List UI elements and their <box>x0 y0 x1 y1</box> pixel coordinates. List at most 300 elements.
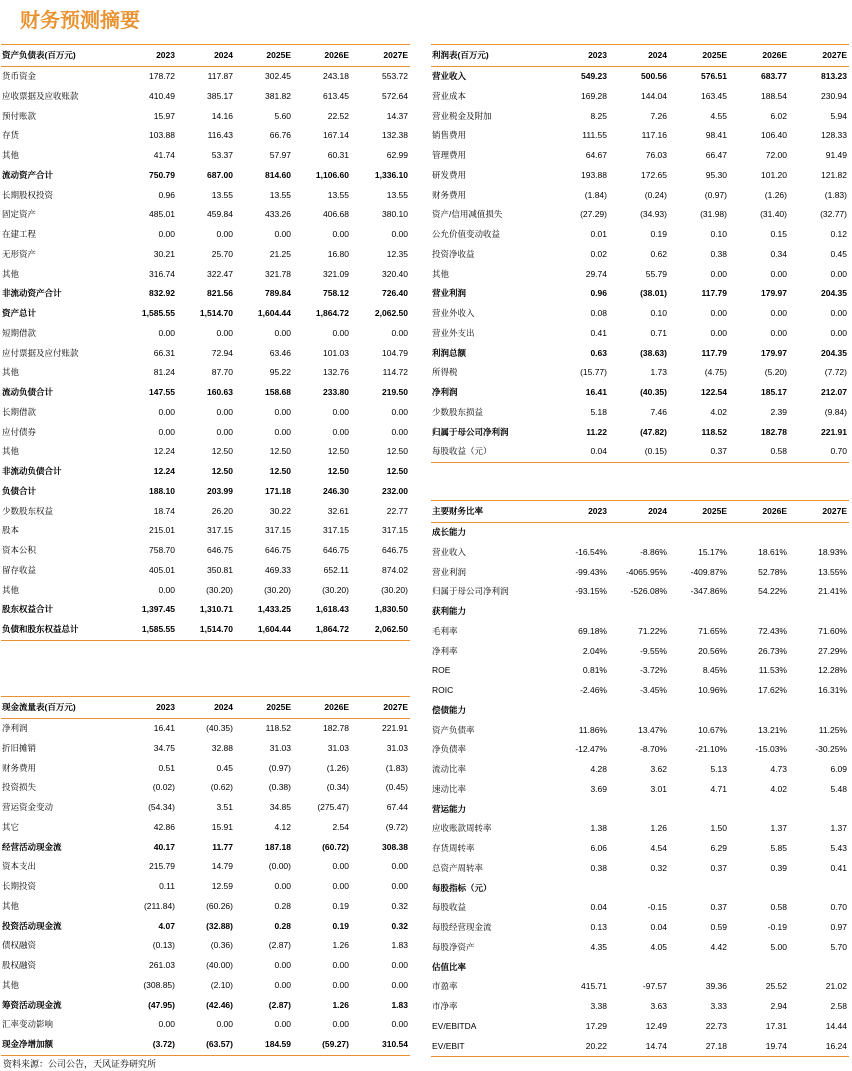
cell-value <box>789 523 849 543</box>
cell-value: 52.78% <box>758 566 787 577</box>
row-label: 营业收入 <box>432 546 467 557</box>
column-header: 2023 <box>119 697 177 719</box>
table-row <box>431 146 849 166</box>
row-label: 流动比率 <box>432 764 467 774</box>
cell-value: 1,433.25 <box>257 604 291 615</box>
cell-value: 233.80 <box>323 387 349 397</box>
cell-value: 0.00 <box>710 268 727 279</box>
cell-value: 12.50 <box>327 446 349 457</box>
cell-value: 0.45 <box>216 762 233 773</box>
row-label: 利润总额 <box>432 347 467 358</box>
financial-ratios-table <box>431 500 849 1057</box>
cell-value: -8.70% <box>640 744 667 755</box>
table-row <box>431 819 849 839</box>
cell-value: (59.27) <box>293 1035 351 1055</box>
cell-value: 1.37 <box>770 823 787 834</box>
cell-value: 60.31 <box>327 150 349 160</box>
table-row <box>1 126 410 146</box>
cell-value <box>789 701 849 721</box>
row-label: ROE <box>432 665 451 676</box>
cell-value: 2,062.50 <box>351 620 410 640</box>
cell-value: -16.54% <box>575 546 607 557</box>
row-label: 应收账款周转率 <box>432 823 492 834</box>
cell-value: (40.00) <box>206 960 233 970</box>
row-label: 短期借款 <box>2 327 37 338</box>
cell-value <box>609 958 669 978</box>
table-row <box>1 778 410 798</box>
row-label: 其他 <box>2 268 20 279</box>
cell-value: 15.17% <box>698 546 727 557</box>
cell-value: 16.24 <box>789 1037 849 1057</box>
row-label: 其他 <box>2 367 20 378</box>
cell-value: 21.02 <box>825 981 847 992</box>
cell-value: 0.00 <box>274 979 291 990</box>
table-row <box>1 324 410 344</box>
table-row <box>431 383 849 403</box>
cell-value: 789.84 <box>265 288 291 299</box>
table-row <box>1 759 410 779</box>
cell-value: (34.93) <box>640 209 667 220</box>
cell-value: 10.67% <box>698 724 727 735</box>
cell-value: 11.25% <box>818 724 847 735</box>
table-row <box>431 997 849 1017</box>
cell-value: 30.21 <box>153 248 175 259</box>
cell-value: 13.55 <box>386 189 408 200</box>
row-label: 投资损失 <box>2 782 37 793</box>
cell-value: 1,604.44 <box>257 308 291 318</box>
cell-value: 0.96 <box>590 288 607 299</box>
cell-value: 171.18 <box>265 485 291 496</box>
cell-value: 17.62% <box>758 685 787 695</box>
row-label: 应付票据及应付账款 <box>2 347 79 358</box>
cell-value: 0.62 <box>650 248 667 259</box>
cell-value: 0.00 <box>391 861 408 872</box>
cell-value <box>669 958 729 978</box>
cell-value: 221.91 <box>821 426 847 437</box>
cell-value: 54.22% <box>758 586 787 597</box>
cell-value <box>669 879 729 899</box>
cell-value: 758.12 <box>323 288 349 299</box>
cell-value <box>729 879 789 899</box>
cell-value: 0.04 <box>650 922 667 932</box>
cell-value: 72.00 <box>765 150 787 160</box>
row-label: 现金净增加额 <box>1 1035 119 1055</box>
column-header: 2025E <box>235 45 293 67</box>
table-row <box>431 107 849 127</box>
table-row <box>1 304 410 324</box>
row-label: 净利润 <box>432 387 458 397</box>
cell-value: 215.79 <box>149 861 175 872</box>
cell-value: 1,585.55 <box>119 620 177 640</box>
cell-value: 433.26 <box>265 209 291 220</box>
column-header: 2027E <box>351 697 410 719</box>
table-row <box>431 523 849 543</box>
cell-value: 1,514.70 <box>177 620 235 640</box>
cell-value: 0.37 <box>669 442 729 462</box>
cell-value: 485.01 <box>149 209 175 220</box>
table-row <box>1 917 410 937</box>
table-title: 现金流量表(百万元) <box>1 697 119 719</box>
cell-value: 317.15 <box>207 525 233 536</box>
row-label: 少数股东权益 <box>2 505 54 516</box>
cell-value: (31.98) <box>700 209 727 220</box>
table-row <box>1 996 410 1016</box>
cell-value: 2.54 <box>332 821 349 832</box>
cell-value: 261.03 <box>149 960 175 970</box>
cell-value: (9.72) <box>385 821 408 832</box>
table-row <box>1 166 410 186</box>
row-label: 存货 <box>2 130 20 141</box>
column-header: 2026E <box>729 501 789 523</box>
cell-value: (0.02) <box>152 782 175 793</box>
cell-value: 0.00 <box>274 881 291 891</box>
cell-value: 308.38 <box>382 841 408 852</box>
cell-value: 6.02 <box>770 110 787 121</box>
cell-value: (1.83) <box>824 189 847 200</box>
cell-value: 0.00 <box>710 308 727 318</box>
cell-value <box>549 958 609 978</box>
table-row <box>431 442 849 462</box>
cell-value: 13.47% <box>638 724 667 735</box>
cell-value: 67.44 <box>386 802 408 812</box>
cell-value: 0.45 <box>830 248 847 259</box>
table-header-row <box>431 501 849 523</box>
cell-value: 132.38 <box>382 130 408 141</box>
cell-value: 27.29% <box>818 645 847 656</box>
cell-value: 0.63 <box>590 347 607 358</box>
cell-value: 10.96% <box>698 685 727 695</box>
cell-value: (1.83) <box>385 762 408 773</box>
table-row <box>431 87 849 107</box>
cell-value: 0.37 <box>710 902 727 913</box>
cell-value: 4.02 <box>710 406 727 417</box>
row-label: 营业成本 <box>432 90 467 101</box>
cell-value: -9.55% <box>640 645 667 656</box>
row-label: 在建工程 <box>2 229 37 239</box>
cell-value <box>789 800 849 820</box>
cell-value: 687.00 <box>207 169 233 180</box>
cell-value: 0.00 <box>274 426 291 437</box>
cell-value: 184.59 <box>235 1035 293 1055</box>
row-label: 预付账款 <box>2 110 37 121</box>
page-title: 财务预测摘要 <box>20 8 140 32</box>
cell-value <box>729 602 789 622</box>
cell-value: 172.65 <box>641 169 667 180</box>
cell-value: 321.78 <box>265 268 291 279</box>
cell-value: 188.10 <box>149 485 175 496</box>
cell-value: 221.91 <box>382 723 408 733</box>
table-row <box>431 681 849 701</box>
table-row <box>431 938 849 958</box>
cell-value: 0.97 <box>830 922 847 932</box>
row-label: 非流动负债合计 <box>2 466 62 476</box>
cell-value: 12.28% <box>818 665 847 676</box>
cell-value: 128.33 <box>821 130 847 141</box>
table-header-row <box>1 697 410 719</box>
row-label: EV/EBITDA <box>432 1020 477 1031</box>
cell-value: 40.17 <box>153 841 175 852</box>
table-row <box>431 740 849 760</box>
cell-value: (0.13) <box>152 940 175 951</box>
cell-value <box>609 602 669 622</box>
table-row <box>1 581 410 601</box>
cell-value: 111.55 <box>582 130 607 141</box>
cell-value: 104.79 <box>382 347 408 358</box>
cell-value: 0.70 <box>789 442 849 462</box>
cell-value: 41.74 <box>153 150 175 160</box>
cell-value: 4.42 <box>710 941 727 952</box>
column-header: 2024 <box>609 501 669 523</box>
cell-value: 14.79 <box>211 861 233 872</box>
table-row <box>431 423 849 443</box>
table-row <box>1 877 410 897</box>
cell-value: (31.40) <box>760 209 787 220</box>
cell-value: 63.46 <box>269 347 291 358</box>
table-row <box>1 423 410 443</box>
cell-value: 19.74 <box>729 1037 789 1057</box>
balance-sheet-table <box>1 44 410 641</box>
cell-value: 381.82 <box>265 90 291 101</box>
table-row <box>431 284 849 304</box>
cell-value: 219.50 <box>382 387 408 397</box>
cell-value: 117.87 <box>207 71 233 81</box>
table-row <box>431 780 849 800</box>
cell-value: 8.45% <box>702 665 727 676</box>
cell-value: 0.08 <box>590 308 607 318</box>
table-row <box>1 225 410 245</box>
cell-value: (0.00) <box>268 861 291 872</box>
cell-value: 103.88 <box>149 130 175 141</box>
cell-value: 0.32 <box>650 862 667 873</box>
cell-value: 4.28 <box>590 764 607 774</box>
cell-value: 0.00 <box>391 960 408 970</box>
cell-value: 0.00 <box>770 308 787 318</box>
table-row <box>431 1037 849 1057</box>
row-label: 估值比率 <box>432 961 467 972</box>
table-row <box>431 403 849 423</box>
source-note: 资料来源：公司公告，天风证券研究所 <box>3 1059 157 1069</box>
cell-value: 0.00 <box>332 1019 349 1030</box>
row-label: 资产/信用减值损失 <box>432 209 503 220</box>
cell-value: 613.45 <box>323 90 349 101</box>
table-row <box>1 541 410 561</box>
cell-value: 7.26 <box>650 110 667 121</box>
cell-value: 0.00 <box>216 406 233 417</box>
cell-value: 185.17 <box>761 387 787 397</box>
cell-value: -347.86% <box>690 586 727 597</box>
table-row <box>1 363 410 383</box>
cell-value: 215.01 <box>149 525 175 536</box>
cell-value: 0.41 <box>590 327 607 338</box>
cell-value: (60.72) <box>322 841 349 852</box>
cell-value: 12.50 <box>386 446 408 457</box>
cell-value: 39.36 <box>705 981 727 992</box>
cell-value: (7.72) <box>824 367 847 378</box>
table-row <box>1 344 410 364</box>
cell-value: 5.18 <box>590 406 607 417</box>
cell-value: 31.03 <box>386 742 408 753</box>
row-label: 销售费用 <box>432 130 467 141</box>
row-label: 营业外支出 <box>432 327 475 338</box>
table-row <box>431 166 849 186</box>
row-label: 其他 <box>2 900 20 911</box>
cell-value: 1.37 <box>830 823 847 834</box>
cell-value: 813.23 <box>821 71 847 81</box>
row-label: 每股指标（元） <box>432 882 492 893</box>
cell-value: (30.20) <box>322 584 349 595</box>
cell-value: -3.72% <box>640 665 667 676</box>
cell-value: (0.24) <box>644 189 667 200</box>
row-label: 管理费用 <box>432 150 467 160</box>
table-row <box>1 403 410 423</box>
table-row <box>1 284 410 304</box>
cell-value: 212.07 <box>821 387 847 397</box>
cell-value: 0.51 <box>158 762 175 773</box>
cell-value: -4065.95% <box>625 566 667 577</box>
cell-value: 21.41% <box>818 586 847 597</box>
table-row <box>1 502 410 522</box>
cell-value: (40.35) <box>640 387 667 397</box>
cell-value: 11.53% <box>758 665 787 676</box>
cell-value: 0.00 <box>158 426 175 437</box>
cell-value: 144.04 <box>641 90 667 101</box>
cell-value: 646.75 <box>382 545 408 555</box>
row-label: 营业税金及附加 <box>432 110 492 121</box>
cell-value: 4.73 <box>770 764 787 774</box>
cell-value: 16.41 <box>153 723 175 733</box>
cell-value <box>789 958 849 978</box>
cell-value: 12.50 <box>211 446 233 457</box>
cell-value <box>549 701 609 721</box>
cell-value: 0.00 <box>274 406 291 417</box>
table-row <box>431 977 849 997</box>
cell-value: 53.37 <box>211 150 233 160</box>
cell-value: 321.09 <box>323 268 349 279</box>
row-label: 净利率 <box>432 645 458 656</box>
cell-value: 42.86 <box>153 821 175 832</box>
table-row <box>431 344 849 364</box>
table-row <box>1 245 410 265</box>
cell-value: 385.17 <box>207 90 233 101</box>
cell-value: (42.46) <box>206 999 233 1010</box>
cell-value: -0.15 <box>647 902 667 913</box>
cell-value: (4.75) <box>704 367 727 378</box>
cell-value: 0.32 <box>391 920 408 931</box>
cell-value: -99.43% <box>575 566 607 577</box>
table-row <box>1 719 410 739</box>
cell-value: (1.26) <box>764 189 787 200</box>
cell-value: 0.00 <box>274 1019 291 1030</box>
cell-value: 12.24 <box>153 446 175 457</box>
table-row <box>431 642 849 662</box>
cell-value <box>729 800 789 820</box>
row-label: 公允价值变动收益 <box>432 229 501 239</box>
row-label: 流动资产合计 <box>2 169 54 180</box>
cell-value: 320.40 <box>382 268 408 279</box>
table-row <box>1 462 410 482</box>
cell-value: 1,585.55 <box>141 308 175 318</box>
table-row <box>431 543 849 563</box>
row-label: 经营活动现金流 <box>2 841 62 852</box>
cell-value: 405.01 <box>149 564 175 575</box>
cell-value <box>549 523 609 543</box>
table-row <box>1 956 410 976</box>
cell-value: 0.00 <box>710 327 727 338</box>
row-label: 投资活动现金流 <box>2 920 62 931</box>
cell-value: 1.26 <box>650 823 667 834</box>
row-label: 每股收益（元） <box>431 442 549 462</box>
cell-value: 310.54 <box>351 1035 410 1055</box>
cell-value: (0.38) <box>268 782 291 793</box>
cell-value: 0.00 <box>391 426 408 437</box>
cell-value: 116.43 <box>207 130 233 141</box>
row-label: 每股收益 <box>432 902 467 913</box>
row-label: 市盈率 <box>432 981 458 992</box>
cell-value: 132.76 <box>323 367 349 378</box>
row-label: 市净率 <box>432 1001 458 1011</box>
cell-value: 32.88 <box>211 742 233 753</box>
cell-value: 3.69 <box>590 783 607 794</box>
cell-value: 4.07 <box>158 920 175 931</box>
row-label: 营业外收入 <box>432 308 475 318</box>
cell-value: 0.34 <box>770 248 787 259</box>
cell-value: 26.73% <box>758 645 787 656</box>
table-row <box>431 304 849 324</box>
table-row <box>431 918 849 938</box>
cell-value: 18.61% <box>758 546 787 557</box>
cell-value: 121.82 <box>821 169 847 180</box>
cell-value: 0.41 <box>830 862 847 873</box>
cell-value: 12.50 <box>386 466 408 476</box>
cell-value: 572.64 <box>382 90 408 101</box>
cell-value: 750.79 <box>149 169 175 180</box>
cell-value: (38.01) <box>640 288 667 299</box>
cell-value: 1,618.43 <box>315 604 349 615</box>
cell-value: 3.38 <box>590 1001 607 1011</box>
row-label: 汇率变动影响 <box>2 1019 54 1030</box>
cell-value: 0.15 <box>770 229 787 239</box>
row-label: 资产负债率 <box>432 724 475 735</box>
table-row <box>431 265 849 285</box>
cell-value: 106.40 <box>761 130 787 141</box>
cell-value: 87.70 <box>211 367 233 378</box>
row-label: 负债和股东权益总计 <box>1 620 119 640</box>
cell-value: 2.94 <box>770 1001 787 1011</box>
row-label: 股本 <box>2 525 20 536</box>
cell-value: 5.60 <box>274 110 291 121</box>
cell-value: (9.84) <box>824 406 847 417</box>
cell-value: 1.50 <box>710 823 727 834</box>
row-label: 投资净收益 <box>432 248 475 259</box>
row-label: 营业利润 <box>432 288 467 299</box>
cell-value: 3.01 <box>650 783 667 794</box>
row-label: 股东权益合计 <box>2 604 54 615</box>
cell-value: 0.19 <box>332 920 349 931</box>
cell-value: 12.50 <box>327 466 349 476</box>
cell-value: 193.88 <box>581 169 607 180</box>
cell-value: 758.70 <box>149 545 175 555</box>
cell-value: (47.95) <box>148 999 175 1010</box>
cell-value: 5.85 <box>770 843 787 853</box>
cell-value: 0.04 <box>590 902 607 913</box>
cell-value: 4.02 <box>770 783 787 794</box>
row-label: 资本公积 <box>2 545 37 555</box>
table-row <box>431 622 849 642</box>
cell-value: 11.77 <box>212 841 233 852</box>
row-label: 营业利润 <box>432 566 467 577</box>
cell-value: 0.00 <box>274 960 291 970</box>
row-label: 留存收益 <box>2 564 37 575</box>
